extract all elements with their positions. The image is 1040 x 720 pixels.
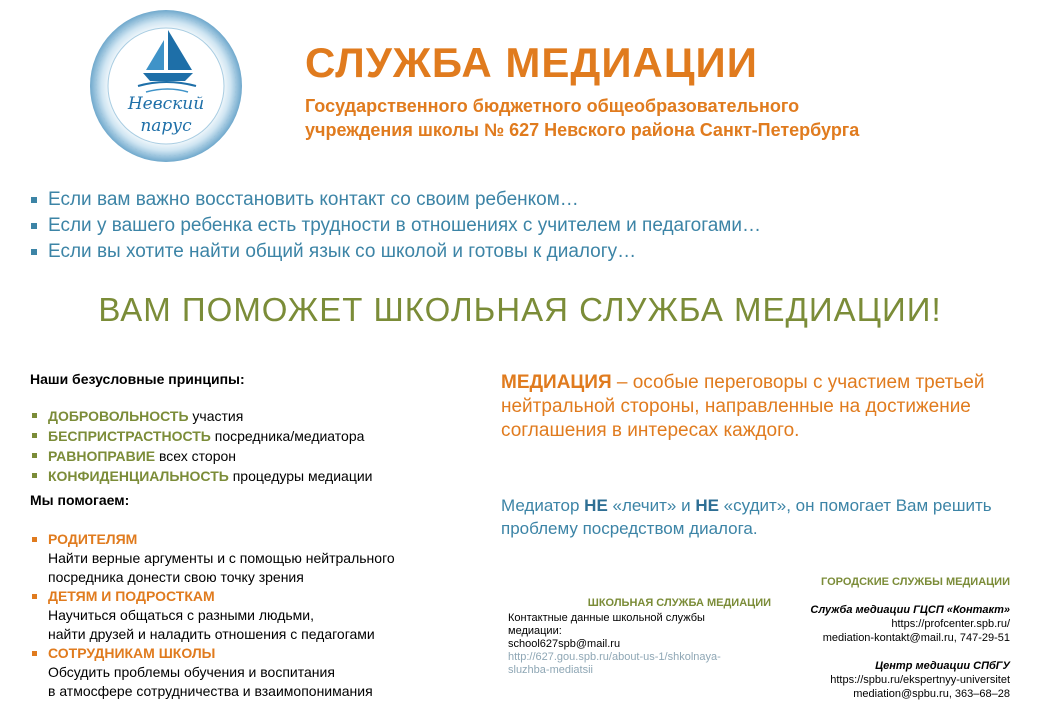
school-service-heading: ШКОЛЬНАЯ СЛУЖБА МЕДИАЦИИ bbox=[587, 597, 771, 609]
school-service-link[interactable]: sluzhba-mediatsii bbox=[508, 664, 593, 676]
help-group bbox=[30, 587, 395, 644]
help-group-text: Обсудить проблемы обучения и воспитания bbox=[48, 664, 335, 680]
city-service-contact: mediation-kontakt@mail.ru, 747-29-51 bbox=[822, 632, 1010, 644]
school-service-link[interactable]: http://627.gou.spb.ru/about-us-1/shkolnaya- bbox=[508, 651, 721, 663]
bullet-icon bbox=[31, 223, 37, 229]
note-text: «лечит» и bbox=[607, 496, 696, 515]
definition-term: МЕДИАЦИЯ bbox=[501, 372, 612, 393]
lead-item bbox=[28, 239, 1018, 265]
principle-item bbox=[30, 426, 372, 446]
principles-list bbox=[30, 406, 372, 486]
lead-list bbox=[28, 187, 1018, 265]
principle-text: участия bbox=[188, 408, 244, 424]
lead-text: Если вы хотите найти общий язык со школой и готовы к диалогу… bbox=[48, 241, 637, 262]
help-group bbox=[30, 530, 395, 587]
spacer bbox=[770, 645, 1010, 659]
lead-item bbox=[28, 187, 1018, 213]
lead-item bbox=[28, 213, 1018, 239]
principle-text: всех сторон bbox=[155, 448, 237, 464]
bullet-icon bbox=[31, 197, 37, 203]
bullet-icon bbox=[32, 453, 37, 458]
help-list bbox=[30, 530, 395, 701]
bullet-icon bbox=[32, 433, 37, 438]
subtitle-line: учреждения школы № 627 Невского района Санкт-Петербурга bbox=[305, 120, 860, 140]
logo-text-line1: Невский bbox=[127, 94, 205, 114]
city-service-url[interactable]: https://spbu.ru/ekspertnyy-universitet bbox=[830, 674, 1010, 686]
principle-key: РАВНОПРАВИЕ bbox=[48, 448, 156, 464]
note-emphasis: НЕ bbox=[584, 496, 608, 515]
logo bbox=[88, 8, 244, 164]
lead-text: Если вам важно восстановить контакт со своим ребенком… bbox=[48, 189, 579, 210]
bullet-icon bbox=[32, 413, 37, 418]
principle-text: посредника/медиатора bbox=[210, 428, 365, 444]
city-service-name: Центр медиации СПбГУ bbox=[875, 660, 1010, 672]
note-emphasis: НЕ bbox=[695, 496, 719, 515]
help-group bbox=[30, 644, 395, 701]
help-group-text: посредника донести свою точку зрения bbox=[48, 569, 304, 585]
help-group-text: найти друзей и наладить отношения с педагогами bbox=[48, 626, 375, 642]
city-service-contact: mediation@spbu.ru, 363–68–28 bbox=[853, 688, 1010, 700]
principle-item bbox=[30, 406, 372, 426]
city-service-name: Служба медиации ГЦСП «Контакт» bbox=[810, 604, 1010, 616]
slogan: ВАМ ПОМОЖЕТ ШКОЛЬНАЯ СЛУЖБА МЕДИАЦИИ! bbox=[98, 291, 942, 328]
city-services-heading: ГОРОДСКИЕ СЛУЖБЫ МЕДИАЦИИ bbox=[821, 576, 1010, 588]
principle-text: процедуры медиации bbox=[228, 468, 373, 484]
help-group-heading: РОДИТЕЛЯМ bbox=[48, 531, 138, 547]
page-title: СЛУЖБА МЕДИАЦИИ bbox=[305, 39, 758, 86]
bullet-icon bbox=[31, 249, 37, 255]
page-subtitle bbox=[305, 94, 1005, 142]
principle-item bbox=[30, 446, 372, 466]
help-group-text: Научиться общаться с разными людьми, bbox=[48, 607, 315, 623]
note-text: «судит», он помогает Вам решить проблему посредством диалога. bbox=[501, 496, 992, 538]
mediator-note bbox=[501, 494, 1011, 540]
bullet-icon bbox=[32, 594, 37, 599]
principle-key: ДОБРОВОЛЬНОСТЬ bbox=[48, 408, 189, 424]
help-group-heading: ДЕТЯМ И ПОДРОСТКАМ bbox=[48, 588, 215, 604]
subtitle-line: Государственного бюджетного общеобразовательного bbox=[305, 96, 800, 116]
principle-key: БЕСПРИСТРАСТНОСТЬ bbox=[48, 428, 211, 444]
bullet-icon bbox=[32, 651, 37, 656]
help-title: Мы помогаем: bbox=[30, 492, 130, 508]
bullet-icon bbox=[32, 473, 37, 478]
logo-text-line2: парус bbox=[140, 116, 192, 136]
city-services bbox=[770, 575, 1010, 701]
school-service-text: Контактные данные школьной службы bbox=[508, 612, 705, 624]
principle-key: КОНФИДЕНЦИАЛЬНОСТЬ bbox=[48, 468, 229, 484]
school-service-contacts bbox=[508, 597, 773, 677]
help-group-text: в атмосфере сотрудничества и взаимопонимания bbox=[48, 683, 373, 699]
lead-text: Если у вашего ребенка есть трудности в отношениях с учителем и педагогами… bbox=[48, 215, 761, 236]
help-group-text: Найти верные аргументы и с помощью нейтрального bbox=[48, 550, 395, 566]
help-group-heading: СОТРУДНИКАМ ШКОЛЫ bbox=[48, 645, 216, 661]
bullet-icon bbox=[32, 537, 37, 542]
principle-item bbox=[30, 466, 372, 486]
school-service-text: медиации: bbox=[508, 625, 562, 637]
definition-text: – особые переговоры с участием третьей нейтральной стороны, направленные на достижение соглашения в интересах каждого. bbox=[501, 372, 985, 441]
note-text: Медиатор bbox=[501, 496, 585, 515]
school-service-email[interactable]: school627spb@mail.ru bbox=[508, 638, 621, 650]
city-service-url[interactable]: https://profcenter.spb.ru/ bbox=[891, 618, 1010, 630]
mediation-definition bbox=[501, 371, 1011, 443]
principles-title: Наши безусловные принципы: bbox=[30, 371, 245, 387]
